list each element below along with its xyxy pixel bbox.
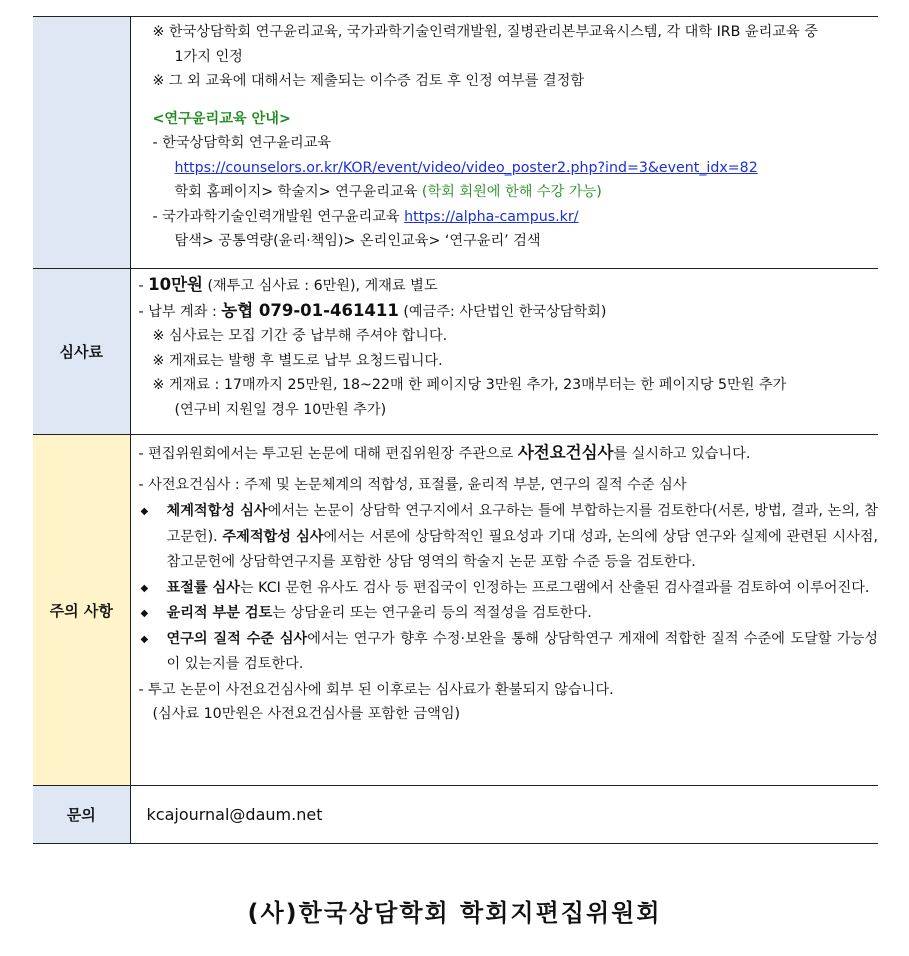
fee-row <box>33 269 878 435</box>
caution-bullet-4: ◆ 연구의 질적 수준 심사에서는 연구가 향후 수정·보완을 통해 상담학연구 게재에 적합한 질적 수준에 도달할 가능성이 있는지를 검토한다. <box>131 627 879 678</box>
contact-label: 문의 <box>33 786 130 844</box>
fee-amount-line: - 10만원 (재투고 심사료 : 6만원), 게재료 별도 <box>138 275 438 294</box>
caution-content <box>130 435 878 786</box>
caution-label: 주의 사항 <box>33 435 130 786</box>
ethics-item-2-path: 탐색> 공통역량(윤리·책임)> 온리인교육> ‘연구윤리’ 검색 <box>174 233 541 249</box>
info-table <box>33 16 878 844</box>
caution-bullet-2: ◆ 표절률 심사는 KCI 문헌 유사도 검사 등 편집국이 인정하는 프로그램에서 산출된 검사결과를 검토하여 이루어진다. <box>131 576 879 602</box>
ethics-item-1-link[interactable]: https://counselors.or.kr/KOR/event/video/video_poster2.php?ind=3&event_idx=82 <box>174 159 758 176</box>
caution-para-1: - 편집위원회에서는 투고된 논문에 대해 편집위원장 주관으로 사전요건심사를 실시하고 있습니다. <box>138 443 751 462</box>
ethics-item-1-title: - 한국상담학회 연구윤리교육 <box>152 135 332 151</box>
diamond-bullet-icon: ◆ <box>140 582 149 594</box>
diamond-bullet-icon: ◆ <box>140 506 149 517</box>
caution-bullet-1: ◆ 체계적합성 심사에서는 논문이 상담학 연구지에서 요구하는 틀에 부합하는지를 검토한다(서론, 방법, 결과, 논의, 참고문헌). 주제적합성 심사에서는 서론에 상담학적인 필요성과 기대 성과, 논의에 상담 연구와 실제에 관련된 시사점, 참고문헌에 상담학연구지를 포함한 상담 영역의 학술지 논문 포함 수준 등을 검토한다. <box>131 499 879 576</box>
fee-note-3: ※ 게재료 : 17매까지 25만원, 18~22매 한 페이지당 3만원 추가, 23매부터는 한 페이지당 5만원 추가 <box>152 377 787 393</box>
ethics-note-2: ※ 그 외 교육에 대해서는 제출되는 이수증 검토 후 인정 여부를 결정함 <box>152 73 585 89</box>
ethics-item-2-link[interactable]: https://alpha-campus.kr/ <box>404 208 579 225</box>
caution-para-2: - 사전요건심사 : 주제 및 논문체계의 적합성, 표절률, 윤리적 부분, 연구의 질적 수준 심사 <box>138 476 687 493</box>
fee-account-line: - 납부 계좌 : 농협 079-01-461411 (예금주: 사단법인 한국상담학회) <box>138 300 607 320</box>
caution-bullet-3: ◆ 윤리적 부분 검토는 상담윤리 또는 연구윤리 등의 적절성을 검토한다. <box>131 601 879 627</box>
ethics-note-1: ※ 한국상담학회 연구윤리교육, 국가과학기술인력개발원, 질병관리본부교육시스템, 각 대학 IRB 윤리교육 중 <box>152 24 818 40</box>
ethics-guide-title: <연구윤리교육 안내> <box>152 110 291 127</box>
caution-para-3: - 투고 논문이 사전요건심사에 회부 된 이후로는 심사료가 환불되지 않습니다. <box>138 681 614 698</box>
ethics-item-1-path: 학회 홈페이지> 학술지> 연구윤리교육 (학회 회원에 한해 수강 가능) <box>174 184 602 200</box>
ethics-item-2: - 국가과학기술인력개발원 연구윤리교육 https://alpha-campus.kr/ <box>152 208 579 225</box>
fee-note-3-cont: (연구비 지원일 경우 10만원 추가) <box>174 401 387 418</box>
fee-account: 농협 079-01-461411 <box>221 300 399 320</box>
ethics-label-cell <box>33 17 130 269</box>
fee-note-1: ※ 심사료는 모집 기간 중 납부해 주셔야 합니다. <box>152 328 448 344</box>
ethics-row <box>33 17 878 269</box>
caution-row <box>33 435 878 786</box>
fee-amount: 10만원 <box>148 275 203 294</box>
ethics-content <box>130 17 878 269</box>
diamond-bullet-icon: ◆ <box>140 633 149 645</box>
contact-row <box>33 786 878 844</box>
fee-note-2: ※ 게재료는 발행 후 별도로 납부 요청드립니다. <box>152 352 443 369</box>
ethics-note-1-cont: 1가지 인정 <box>174 48 243 65</box>
fee-content <box>130 269 878 435</box>
fee-label: 심사료 <box>33 269 130 435</box>
caution-para-4: (심사료 10만원은 사전요건심사를 포함한 금액임) <box>152 706 461 722</box>
diamond-bullet-icon: ◆ <box>140 608 149 619</box>
contact-email[interactable]: kcajournal@daum.net <box>130 786 878 844</box>
footer-title: (사)한국상담학회 학회지편집위원회 <box>247 899 662 927</box>
ethics-item-1-note: (학회 회원에 한해 수강 가능) <box>421 184 602 200</box>
